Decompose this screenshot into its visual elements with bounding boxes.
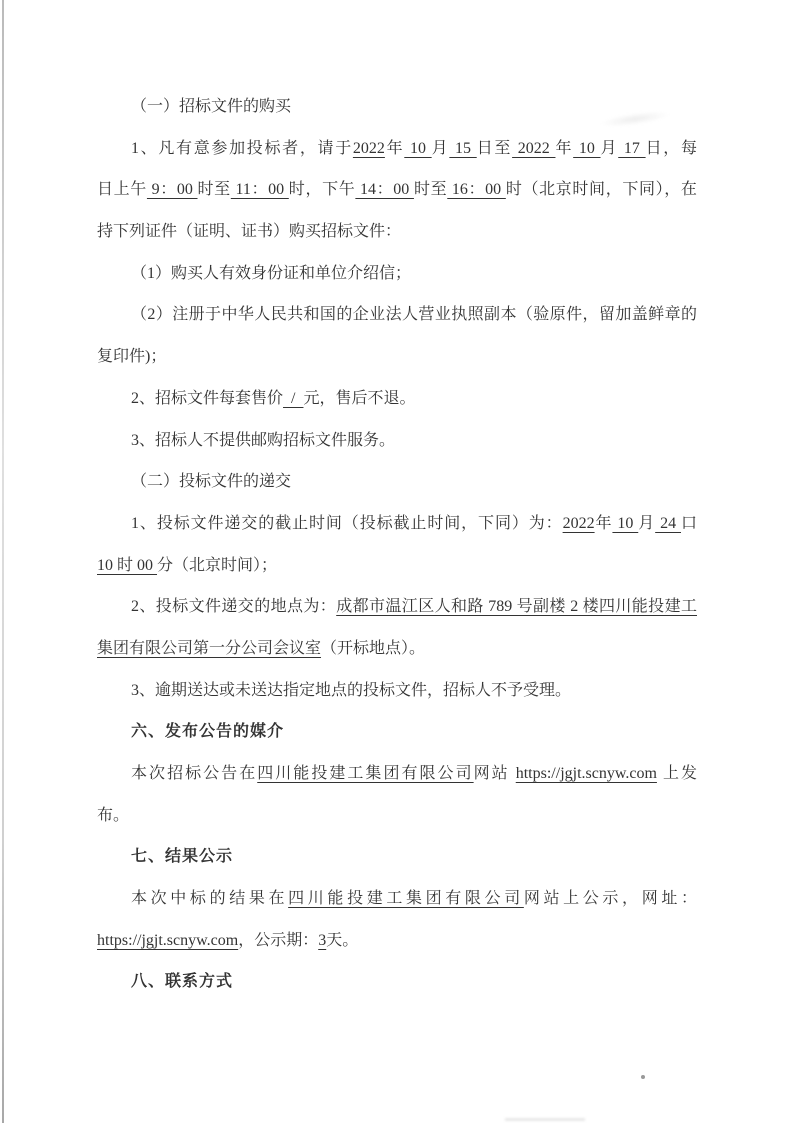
scan-speck-artifact: [641, 1075, 645, 1079]
text-run: 口: [681, 514, 698, 532]
underlined-text-run: 14：00: [355, 181, 414, 199]
text-run: （1）购买人有效身份证和单位介绍信；: [131, 264, 412, 282]
text-run: ，公示期：: [238, 931, 319, 949]
document-line: [97, 211, 697, 253]
underlined-text-run: https://jgjt.scnyw.com: [97, 931, 239, 949]
document-line: [97, 586, 697, 628]
text-run: 1、凡有意参加投标者，请于: [131, 139, 353, 157]
text-run: 布。: [97, 806, 130, 824]
text-run: 年: [384, 139, 405, 157]
text-run: 时至: [413, 181, 448, 199]
text-run: 月: [600, 139, 619, 157]
underlined-text-run: 15: [449, 139, 477, 157]
underlined-text-run: 17: [618, 139, 646, 157]
text-run: 网站: [473, 765, 516, 782]
text-run: 本次招标公告在: [131, 765, 258, 782]
document-line: [97, 670, 697, 712]
text-run: （二）投标文件的递交: [131, 473, 292, 491]
text-run: 六、发布公告的媒介: [131, 723, 285, 741]
section-heading-line: [97, 711, 697, 753]
text-run: 2、投标文件递交的地点为：: [131, 598, 337, 616]
section-heading-line: [97, 836, 697, 878]
document-line: [97, 461, 697, 503]
text-run: 八、联系方式: [131, 973, 234, 991]
underlined-text-run: 2022: [512, 139, 556, 157]
scan-edge-artifact: [2, 0, 4, 1123]
document-line: [97, 128, 697, 170]
text-run: 时，下午: [288, 181, 356, 199]
document-line: [97, 169, 697, 211]
underlined-text-run: 10: [404, 139, 432, 157]
underlined-text-run: 24: [655, 514, 681, 532]
document-body: [97, 86, 697, 1003]
text-run: 天。: [326, 931, 359, 949]
underlined-text-run: 集团有限公司第一分公司会议室: [97, 639, 322, 657]
underlined-text-run: 11：00: [230, 181, 289, 199]
underlined-text-run: https://jgjt.scnyw.com: [515, 765, 657, 782]
text-run: （一）招标文件的购买: [131, 98, 292, 115]
underlined-text-run: 四川能投建工集团有限公司: [257, 765, 474, 782]
document-line: [97, 86, 697, 128]
text-run: 复印件)；: [97, 348, 167, 366]
underlined-text-run: 10: [573, 139, 601, 157]
text-run: 元，售后不退。: [303, 389, 416, 407]
section-heading-line: [97, 961, 697, 1003]
text-run: 月: [638, 514, 656, 532]
document-line: [97, 753, 697, 795]
underlined-text-run: /: [283, 389, 304, 407]
document-line: [97, 503, 697, 545]
text-run: 年: [594, 514, 613, 532]
text-run: 时至: [197, 181, 231, 199]
text-run: 3、招标人不提供邮购招标文件服务。: [131, 431, 396, 449]
underlined-text-run: 2022: [562, 514, 595, 532]
text-run: 1、投标文件递交的截止时间（投标截止时间，下同）为：: [131, 514, 563, 532]
underlined-text-run: 10 时 00: [97, 556, 158, 574]
document-line: [97, 545, 697, 587]
text-run: 网站上公示，网址：: [523, 890, 697, 908]
underlined-text-run: 3: [318, 931, 327, 949]
text-run: 本次中标的结果在: [131, 890, 289, 908]
text-run: （2）注册于中华人民共和国的企业法人营业执照副本（验原件，留加盖鲜章的: [131, 306, 697, 324]
text-run: 分（北京时间）；: [157, 556, 278, 574]
document-line: [97, 294, 697, 336]
text-run: 持下列证件（证明、证书）购买招标文件：: [97, 223, 402, 241]
document-line: [97, 920, 697, 962]
text-run: 年: [555, 139, 574, 157]
document-line: [97, 420, 697, 462]
document-line: [97, 378, 697, 420]
text-run: 日至: [476, 139, 513, 157]
underlined-text-run: 四川能投建工集团有限公司: [288, 890, 524, 908]
document-line: [97, 878, 697, 920]
text-run: 日，每: [645, 139, 697, 157]
text-run: 时（北京时间，下同），在: [505, 181, 697, 199]
text-run: 上发: [656, 765, 697, 782]
text-run: （开标地点）。: [321, 639, 426, 657]
scan-smear-artifact: [505, 1118, 585, 1121]
text-run: 3、逾期送达或未送达指定地点的投标文件，招标人不予受理。: [131, 681, 572, 699]
text-run: 七、结果公示: [131, 848, 234, 866]
document-line: [97, 795, 697, 837]
underlined-text-run: 16：00: [447, 181, 506, 199]
text-run: 月: [431, 139, 450, 157]
underlined-text-run: 2022: [352, 139, 385, 157]
text-run: 2、招标文件每套售价: [131, 389, 284, 407]
document-line: [97, 253, 697, 295]
underlined-text-run: 9：00: [146, 181, 198, 199]
underlined-text-run: 成都市温江区人和路 789 号副楼 2 楼四川能投建工: [336, 598, 697, 616]
text-run: 日上午: [97, 181, 147, 199]
document-line: [97, 628, 697, 670]
underlined-text-run: 10: [612, 514, 639, 532]
document-line: [97, 336, 697, 378]
